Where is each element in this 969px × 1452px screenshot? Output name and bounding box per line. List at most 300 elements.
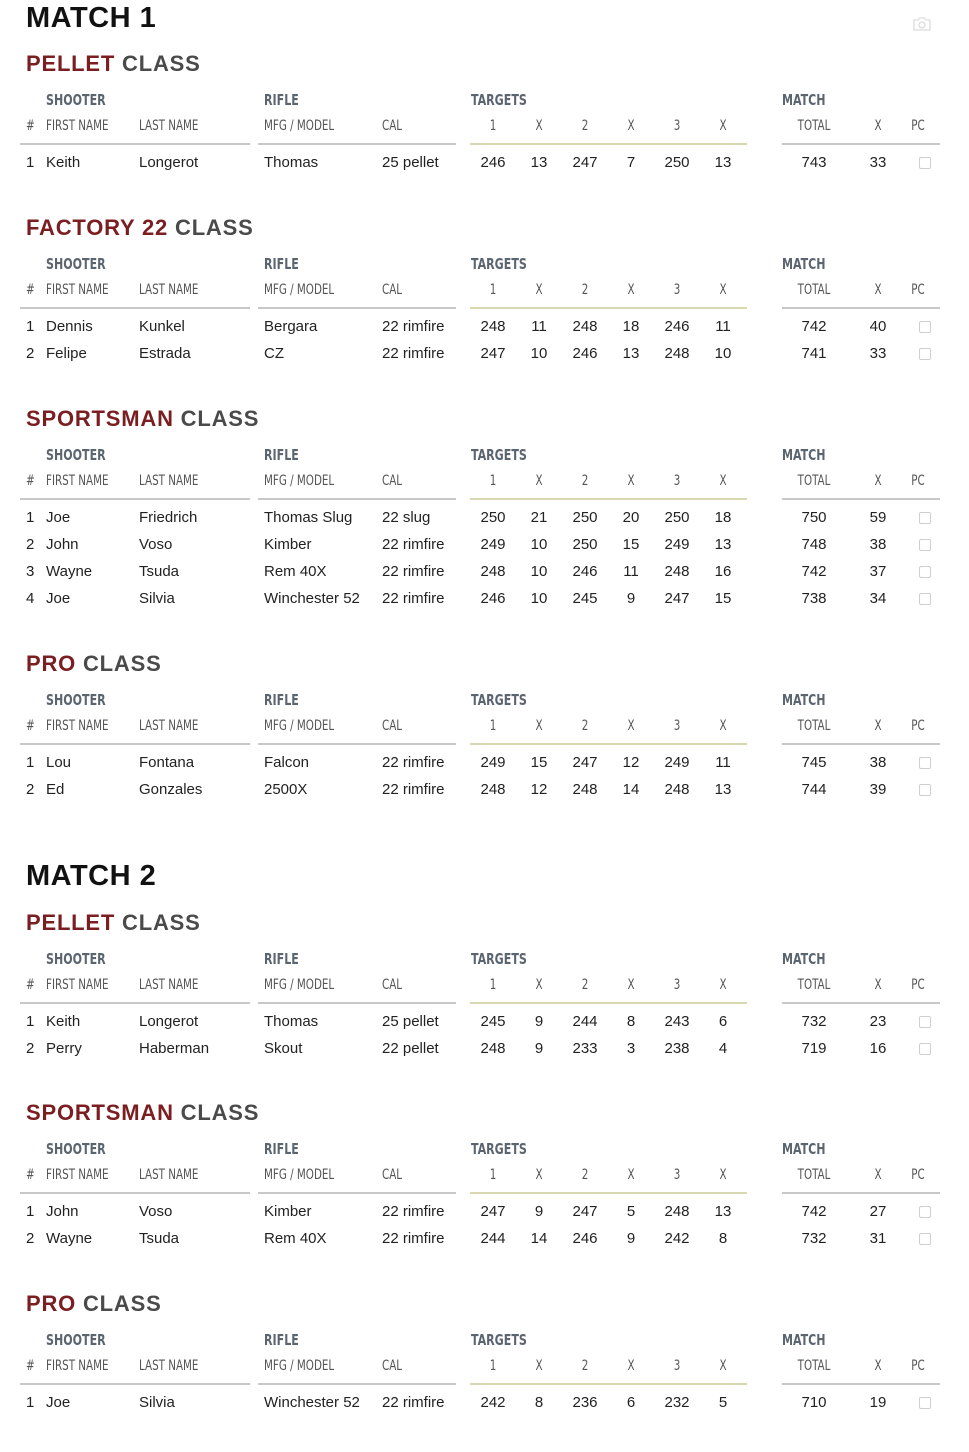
cell-x: 39 (869, 781, 887, 798)
cell-x3: 13 (714, 781, 732, 798)
cell-num: 2 (26, 781, 35, 798)
header-rule-rifle (258, 143, 456, 145)
pc-checkbox[interactable] (919, 784, 931, 796)
cell-x2: 9 (626, 590, 636, 607)
cell-x: 27 (869, 1203, 887, 1220)
cell-mfg: CZ (264, 345, 284, 362)
column-header-x3: X (719, 118, 727, 134)
cell-x2: 8 (626, 1013, 636, 1030)
column-header-t2: 2 (581, 1167, 589, 1183)
header-rule-targets (470, 1002, 747, 1004)
column-group-match: MATCH (782, 446, 826, 464)
column-group-shooter: SHOOTER (46, 255, 106, 273)
cell-total: 710 (801, 1394, 827, 1411)
column-header-cal: CAL (382, 1167, 403, 1183)
header-rule-match (782, 1192, 940, 1194)
column-header-x3: X (719, 1358, 727, 1374)
column-header-num: # (26, 118, 35, 134)
cell-cal: 22 rimfire (382, 1230, 445, 1247)
column-header-t1: 1 (489, 473, 497, 489)
cell-x1: 21 (530, 509, 548, 526)
header-rule-match (782, 307, 940, 309)
pc-checkbox[interactable] (919, 1043, 931, 1055)
column-header-t3: 3 (673, 1167, 681, 1183)
cell-num: 2 (26, 1040, 35, 1057)
cell-x: 16 (869, 1040, 887, 1057)
cell-t2: 247 (572, 754, 598, 771)
cell-x: 40 (869, 318, 887, 335)
cell-x: 19 (869, 1394, 887, 1411)
column-header-last: LAST NAME (139, 1358, 199, 1374)
column-header-t2: 2 (581, 473, 589, 489)
cell-t3: 249 (664, 754, 690, 771)
cell-mfg: Bergara (264, 318, 318, 335)
cell-mfg: Kimber (264, 536, 312, 553)
column-header-total: TOTAL (797, 282, 831, 298)
cell-first: Lou (46, 754, 72, 771)
cell-first: Keith (46, 154, 81, 171)
column-header-x: X (874, 473, 882, 489)
pc-checkbox[interactable] (919, 512, 931, 524)
cell-cal: 22 rimfire (382, 1394, 445, 1411)
cell-t2: 246 (572, 345, 598, 362)
cell-t1: 249 (480, 754, 506, 771)
column-header-cal: CAL (382, 282, 403, 298)
pc-checkbox[interactable] (919, 539, 931, 551)
cell-x2: 5 (626, 1203, 636, 1220)
cell-t3: 248 (664, 563, 690, 580)
cell-t2: 233 (572, 1040, 598, 1057)
cell-t3: 247 (664, 590, 690, 607)
column-group-shooter: SHOOTER (46, 446, 106, 464)
cell-last: Silvia (139, 590, 175, 607)
column-header-total: TOTAL (797, 473, 831, 489)
column-header-last: LAST NAME (139, 718, 199, 734)
column-header-x: X (874, 718, 882, 734)
cell-cal: 22 rimfire (382, 536, 445, 553)
pc-checkbox[interactable] (919, 1233, 931, 1245)
column-header-total: TOTAL (797, 118, 831, 134)
column-group-targets: TARGETS (471, 1140, 527, 1158)
class-title (26, 408, 259, 430)
cell-x2: 18 (622, 318, 640, 335)
column-group-rifle: RIFLE (264, 1331, 299, 1349)
class-title (26, 217, 254, 239)
column-group-shooter: SHOOTER (46, 1331, 106, 1349)
cell-x: 38 (869, 754, 887, 771)
cell-x: 33 (869, 345, 887, 362)
cell-t2: 248 (572, 781, 598, 798)
cell-x: 23 (869, 1013, 887, 1030)
cell-total: 741 (801, 345, 827, 362)
column-header-num: # (26, 718, 35, 734)
cell-cal: 22 rimfire (382, 781, 445, 798)
header-rule-shooter (20, 307, 250, 309)
column-header-t1: 1 (489, 718, 497, 734)
cell-x: 33 (869, 154, 887, 171)
column-header-t1: 1 (489, 1167, 497, 1183)
column-header-cal: CAL (382, 473, 403, 489)
cell-x1: 8 (534, 1394, 544, 1411)
cell-first: Wayne (46, 563, 93, 580)
cell-t1: 246 (480, 590, 506, 607)
column-header-pc: PC (911, 1358, 925, 1374)
cell-last: Estrada (139, 345, 191, 362)
cell-total: 732 (801, 1013, 827, 1030)
cell-total: 750 (801, 509, 827, 526)
cell-total: 719 (801, 1040, 827, 1057)
column-group-rifle: RIFLE (264, 950, 299, 968)
column-group-shooter: SHOOTER (46, 91, 106, 109)
cell-x1: 14 (530, 1230, 548, 1247)
cell-x3: 11 (715, 318, 731, 335)
column-header-last: LAST NAME (139, 118, 199, 134)
column-header-total: TOTAL (797, 1358, 831, 1374)
pc-checkbox[interactable] (919, 348, 931, 360)
cell-x3: 8 (718, 1230, 728, 1247)
column-header-num: # (26, 977, 35, 993)
column-header-t3: 3 (673, 118, 681, 134)
cell-first: John (46, 1203, 79, 1220)
class-name-suffix: CLASS (76, 651, 162, 676)
class-name-suffix: CLASS (168, 215, 254, 240)
class-name-suffix: CLASS (115, 51, 201, 76)
column-header-x: X (874, 1358, 882, 1374)
column-header-first: FIRST NAME (46, 977, 109, 993)
cell-total: 738 (801, 590, 827, 607)
cell-x3: 15 (714, 590, 732, 607)
cell-last: Friedrich (139, 509, 198, 526)
column-group-rifle: RIFLE (264, 1140, 299, 1158)
cell-x1: 13 (530, 154, 548, 171)
cell-t1: 244 (480, 1230, 506, 1247)
cell-mfg: Rem 40X (264, 1230, 327, 1247)
header-rule-rifle (258, 1002, 456, 1004)
column-header-t2: 2 (581, 1358, 589, 1374)
header-rule-targets (470, 143, 747, 145)
cell-first: Wayne (46, 1230, 93, 1247)
column-group-rifle: RIFLE (264, 255, 299, 273)
pc-checkbox[interactable] (919, 593, 931, 605)
column-header-x3: X (719, 282, 727, 298)
column-header-first: FIRST NAME (46, 718, 109, 734)
column-header-first: FIRST NAME (46, 473, 109, 489)
column-header-pc: PC (911, 1167, 925, 1183)
column-header-mfg: MFG / MODEL (264, 1358, 335, 1374)
cell-num: 1 (26, 154, 35, 171)
cell-t2: 245 (572, 590, 598, 607)
column-header-num: # (26, 1358, 35, 1374)
column-group-shooter: SHOOTER (46, 1140, 106, 1158)
column-group-targets: TARGETS (471, 91, 527, 109)
column-group-targets: TARGETS (471, 950, 527, 968)
cell-mfg: Rem 40X (264, 563, 327, 580)
class-name-accent: SPORTSMAN (26, 1100, 174, 1125)
column-header-x2: X (627, 1358, 635, 1374)
cell-last: Longerot (139, 154, 199, 171)
cell-last: Voso (139, 536, 173, 553)
column-header-t3: 3 (673, 1358, 681, 1374)
column-header-last: LAST NAME (139, 473, 199, 489)
cell-mfg: 2500X (264, 781, 308, 798)
column-header-x2: X (627, 282, 635, 298)
pc-checkbox[interactable] (919, 1206, 931, 1218)
header-rule-rifle (258, 1192, 456, 1194)
cell-x3: 10 (714, 345, 732, 362)
cell-mfg: Thomas (264, 1013, 319, 1030)
cell-x3: 11 (715, 754, 731, 771)
match-title: MATCH 2 (26, 860, 157, 892)
cell-x1: 15 (530, 754, 548, 771)
column-header-num: # (26, 1167, 35, 1183)
cell-x2: 11 (623, 563, 639, 580)
column-header-t1: 1 (489, 1358, 497, 1374)
class-name-accent: PRO (26, 1291, 77, 1316)
column-header-x3: X (719, 718, 727, 734)
column-header-x: X (874, 1167, 882, 1183)
column-header-first: FIRST NAME (46, 1167, 109, 1183)
pc-checkbox[interactable] (919, 157, 931, 169)
cell-last: Kunkel (139, 318, 185, 335)
cell-t1: 245 (480, 1013, 506, 1030)
cell-num: 1 (26, 1394, 35, 1411)
cell-x2: 12 (622, 754, 640, 771)
column-header-mfg: MFG / MODEL (264, 718, 335, 734)
cell-x2: 3 (626, 1040, 636, 1057)
header-rule-targets (470, 1192, 747, 1194)
cell-x3: 13 (714, 1203, 732, 1220)
column-group-match: MATCH (782, 1140, 826, 1158)
column-header-total: TOTAL (797, 1167, 831, 1183)
column-header-pc: PC (911, 282, 925, 298)
column-header-num: # (26, 282, 35, 298)
pc-checkbox[interactable] (919, 1397, 931, 1409)
column-group-targets: TARGETS (471, 691, 527, 709)
column-header-t3: 3 (673, 977, 681, 993)
cell-first: Joe (46, 590, 71, 607)
pc-checkbox[interactable] (919, 566, 931, 578)
column-group-shooter: SHOOTER (46, 691, 106, 709)
column-group-match: MATCH (782, 91, 826, 109)
cell-t3: 248 (664, 345, 690, 362)
column-group-rifle: RIFLE (264, 446, 299, 464)
cell-num: 1 (26, 1013, 35, 1030)
column-header-total: TOTAL (797, 718, 831, 734)
cell-total: 743 (801, 154, 827, 171)
column-header-t2: 2 (581, 282, 589, 298)
header-rule-shooter (20, 743, 250, 745)
cell-t2: 246 (572, 1230, 598, 1247)
cell-t3: 248 (664, 1203, 690, 1220)
cell-first: Keith (46, 1013, 81, 1030)
column-header-pc: PC (911, 118, 925, 134)
cell-first: Perry (46, 1040, 82, 1057)
cell-last: Silvia (139, 1394, 175, 1411)
cell-first: Dennis (46, 318, 93, 335)
column-header-x3: X (719, 977, 727, 993)
cell-t3: 250 (664, 154, 690, 171)
column-header-x: X (874, 282, 882, 298)
column-header-cal: CAL (382, 977, 403, 993)
column-header-x3: X (719, 473, 727, 489)
cell-t1: 249 (480, 536, 506, 553)
cell-t1: 247 (480, 1203, 506, 1220)
class-name-accent: PELLET (26, 910, 116, 935)
column-header-x1: X (535, 977, 543, 993)
header-rule-shooter (20, 143, 250, 145)
cell-x1: 10 (530, 590, 548, 607)
cell-cal: 25 pellet (382, 1013, 439, 1030)
cell-cal: 22 rimfire (382, 1203, 445, 1220)
cell-t1: 248 (480, 563, 506, 580)
cell-x: 34 (869, 590, 887, 607)
cell-total: 748 (801, 536, 827, 553)
pc-checkbox[interactable] (919, 321, 931, 333)
pc-checkbox[interactable] (919, 757, 931, 769)
cell-x1: 9 (534, 1013, 544, 1030)
cell-mfg: Thomas Slug (264, 509, 353, 526)
cell-cal: 22 rimfire (382, 318, 445, 335)
class-name-accent: FACTORY 22 (26, 215, 169, 240)
column-header-cal: CAL (382, 718, 403, 734)
column-header-mfg: MFG / MODEL (264, 282, 335, 298)
column-header-x: X (874, 118, 882, 134)
cell-num: 2 (26, 536, 35, 553)
header-rule-shooter (20, 1383, 250, 1385)
column-header-x2: X (627, 1167, 635, 1183)
cell-t3: 242 (664, 1230, 690, 1247)
cell-cal: 22 rimfire (382, 754, 445, 771)
cell-num: 1 (26, 754, 35, 771)
cell-x2: 9 (626, 1230, 636, 1247)
cell-t3: 238 (664, 1040, 690, 1057)
cell-total: 742 (801, 1203, 827, 1220)
column-header-last: LAST NAME (139, 1167, 199, 1183)
header-rule-rifle (258, 307, 456, 309)
header-rule-match (782, 498, 940, 500)
cell-cal: 22 rimfire (382, 590, 445, 607)
header-rule-rifle (258, 743, 456, 745)
cell-last: Tsuda (139, 1230, 180, 1247)
cell-total: 745 (801, 754, 827, 771)
cell-cal: 22 rimfire (382, 345, 445, 362)
cell-t1: 248 (480, 318, 506, 335)
cell-last: Gonzales (139, 781, 203, 798)
class-title (26, 912, 201, 934)
cell-first: Ed (46, 781, 65, 798)
cell-x1: 9 (534, 1203, 544, 1220)
cell-x3: 6 (718, 1013, 728, 1030)
column-header-first: FIRST NAME (46, 282, 109, 298)
cell-t3: 246 (664, 318, 690, 335)
column-group-targets: TARGETS (471, 1331, 527, 1349)
header-rule-shooter (20, 1002, 250, 1004)
column-header-x1: X (535, 718, 543, 734)
cell-x: 38 (869, 536, 887, 553)
cell-x2: 15 (622, 536, 640, 553)
cell-first: John (46, 536, 79, 553)
header-rule-targets (470, 307, 747, 309)
cell-total: 742 (801, 563, 827, 580)
cell-last: Fontana (139, 754, 195, 771)
cell-x2: 14 (622, 781, 640, 798)
column-header-first: FIRST NAME (46, 118, 109, 134)
cell-mfg: Falcon (264, 754, 310, 771)
column-header-mfg: MFG / MODEL (264, 977, 335, 993)
column-group-rifle: RIFLE (264, 91, 299, 109)
cell-num: 1 (26, 318, 35, 335)
cell-x2: 20 (622, 509, 640, 526)
cell-cal: 25 pellet (382, 154, 439, 171)
column-header-mfg: MFG / MODEL (264, 473, 335, 489)
cell-t3: 243 (664, 1013, 690, 1030)
cell-num: 2 (26, 1230, 35, 1247)
cell-x1: 12 (530, 781, 548, 798)
camera-icon[interactable] (912, 16, 932, 32)
column-group-targets: TARGETS (471, 446, 527, 464)
column-header-t3: 3 (673, 282, 681, 298)
column-header-t1: 1 (489, 977, 497, 993)
cell-total: 744 (801, 781, 827, 798)
column-header-t2: 2 (581, 718, 589, 734)
cell-x2: 7 (626, 154, 636, 171)
cell-mfg: Kimber (264, 1203, 312, 1220)
class-name-accent: SPORTSMAN (26, 406, 174, 431)
header-rule-targets (470, 1383, 747, 1385)
cell-cal: 22 rimfire (382, 563, 445, 580)
column-header-last: LAST NAME (139, 977, 199, 993)
cell-num: 2 (26, 345, 35, 362)
cell-t2: 248 (572, 318, 598, 335)
cell-x1: 9 (534, 1040, 544, 1057)
column-header-x2: X (627, 977, 635, 993)
cell-t1: 250 (480, 509, 506, 526)
cell-t1: 248 (480, 1040, 506, 1057)
cell-first: Joe (46, 509, 71, 526)
class-name-suffix: CLASS (173, 406, 260, 431)
cell-t2: 250 (572, 509, 598, 526)
column-header-x2: X (627, 718, 635, 734)
cell-x3: 4 (718, 1040, 728, 1057)
header-rule-match (782, 143, 940, 145)
cell-first: Joe (46, 1394, 71, 1411)
header-rule-shooter (20, 1192, 250, 1194)
column-header-mfg: MFG / MODEL (264, 1167, 335, 1183)
class-title (26, 1293, 162, 1315)
column-header-t1: 1 (489, 118, 497, 134)
pc-checkbox[interactable] (919, 1016, 931, 1028)
cell-t2: 247 (572, 154, 598, 171)
cell-x1: 10 (530, 536, 548, 553)
column-header-x1: X (535, 282, 543, 298)
column-header-last: LAST NAME (139, 282, 199, 298)
column-group-match: MATCH (782, 950, 826, 968)
column-header-t2: 2 (581, 977, 589, 993)
column-header-x1: X (535, 473, 543, 489)
cell-num: 1 (26, 509, 35, 526)
cell-t3: 248 (664, 781, 690, 798)
column-header-pc: PC (911, 718, 925, 734)
cell-x3: 16 (714, 563, 732, 580)
column-group-match: MATCH (782, 255, 826, 273)
cell-num: 1 (26, 1203, 35, 1220)
cell-t3: 249 (664, 536, 690, 553)
column-header-x1: X (535, 118, 543, 134)
header-rule-rifle (258, 498, 456, 500)
class-name-accent: PELLET (26, 51, 116, 76)
cell-x: 37 (869, 563, 887, 580)
header-rule-targets (470, 743, 747, 745)
